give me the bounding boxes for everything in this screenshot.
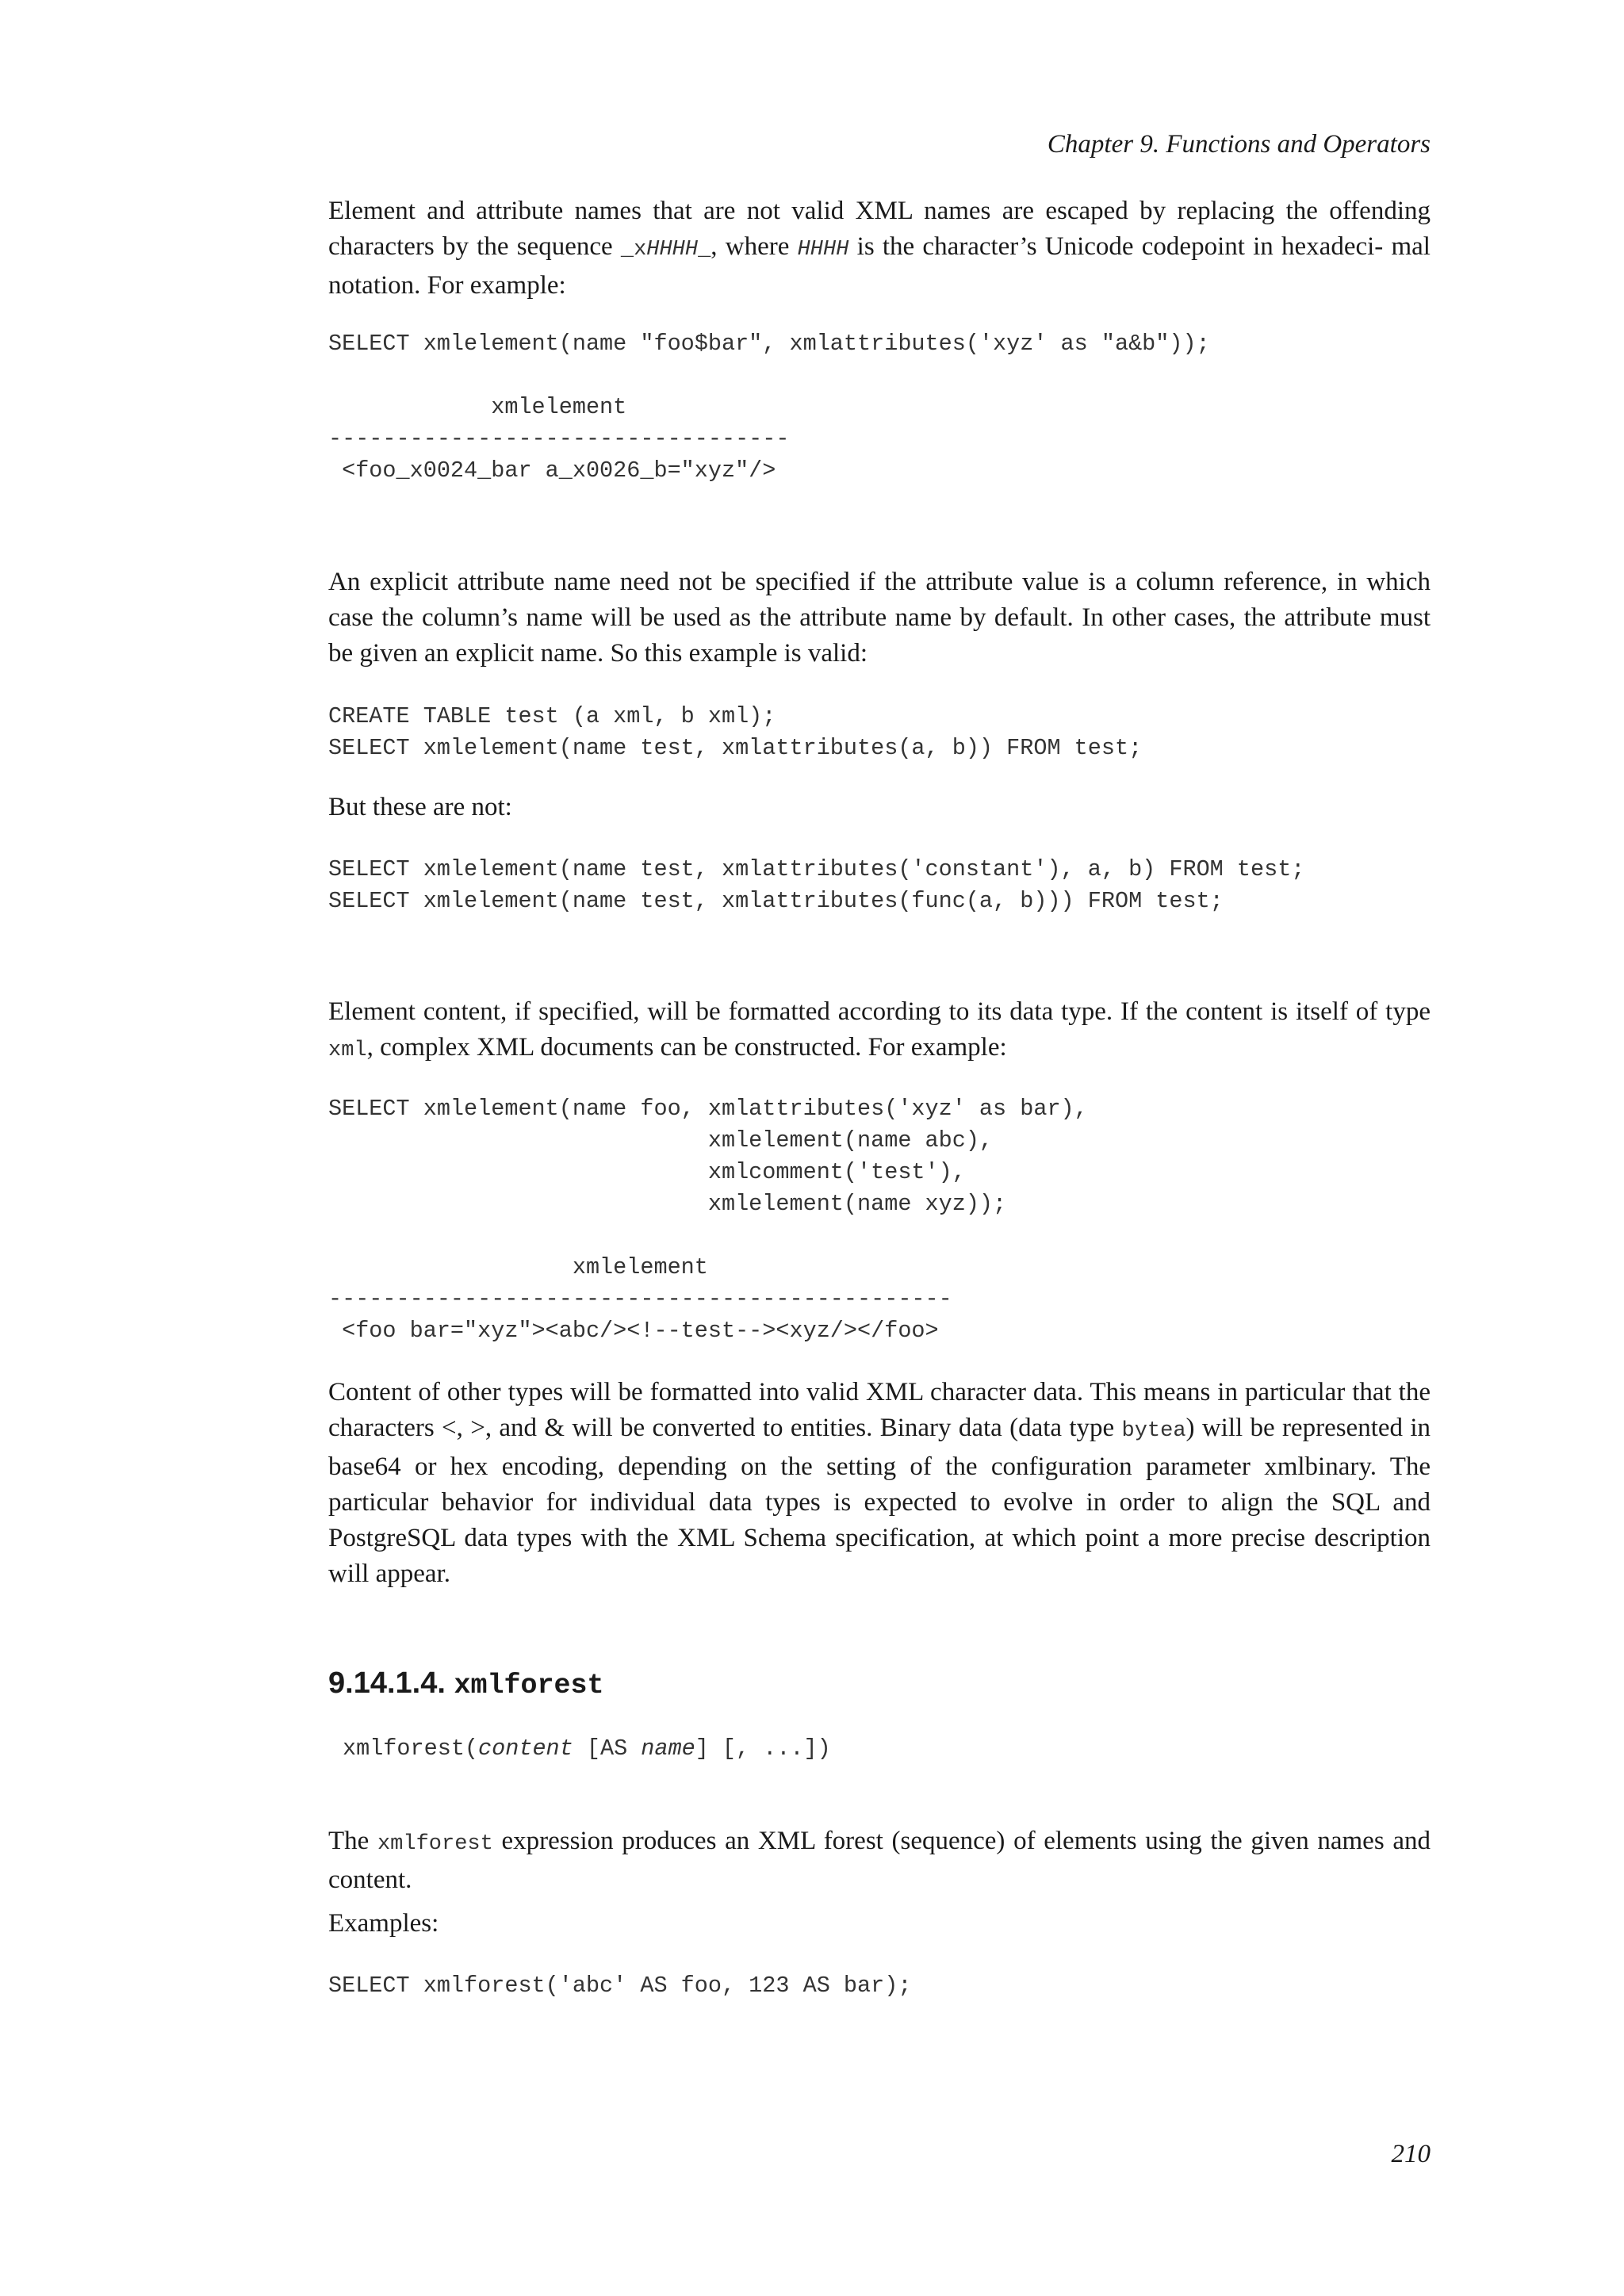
paragraph-text: , complex XML documents can be constructed. For example: [366,1033,1007,1062]
inline-code: xmlforest [377,1832,493,1856]
synopsis-part: xmlforest( [343,1735,479,1762]
section-number: 9.14.1.4. [328,1667,454,1700]
page-number: 210 [1391,2140,1431,2168]
paragraph-invalid-intro: But these are not: [328,793,512,821]
synopsis-part: ] [, ...]) [695,1735,831,1762]
code-example-xmlforest: SELECT xmlforest('abc' AS foo, 123 AS bar); [328,1973,912,1999]
inline-code: xml [328,1039,367,1062]
code-example-content: SELECT xmlelement(name foo, xmlattributes('xyz' as bar), xmlelement(name abc), xmlcomment('test'), xmlelement(name xyz)); xmlelement ---------------------------------------------- <foo bar="xyz"><abc/><!--test--><xyz/></foo> [328,1096,1088,1344]
code-example-valid: CREATE TABLE test (a xml, b xml); SELECT xmlelement(name test, xmlattributes(a, b)) FROM test; [328,703,1143,761]
paragraph-text: expression produces an XML forest (sequence) of elements using the given names and content. [328,1827,1431,1894]
code-example-escaping: SELECT xmlelement(name "foo$bar", xmlattributes('xyz' as "a&b")); xmlelement ---------------------------------- <foo_x0024_bar a_x0026_b="xyz"/> [328,331,1210,484]
inline-placeholder: HHHH [797,238,849,262]
paragraph-text: Element content, if specified, will be formatted according to its data type. If the content is itself of type [328,997,1431,1026]
paragraph-text: , where [710,232,798,261]
synopsis-part: [AS [573,1735,642,1762]
paragraph-text: The [328,1827,377,1855]
function-synopsis [343,1733,831,1765]
synopsis-placeholder: name [641,1735,695,1762]
paragraph-escaping [328,193,1431,304]
code-placeholder: HHHH [646,238,699,262]
section-name: xmlforest [454,1670,604,1701]
paragraph-examples-label: Examples: [328,1909,439,1938]
paragraph-other-types [328,1375,1431,1592]
inline-code: bytea [1121,1419,1186,1443]
paragraph-xmlforest [328,1823,1431,1898]
synopsis-placeholder: content [478,1735,573,1762]
code-suffix: _ [698,238,711,262]
paragraph-element-content [328,994,1431,1069]
paragraph-text: ) will be represented in base64 or hex encoding, depending on the setting of the configuration parameter xmlbinary. The particular behavior for individual data types is expected to evolve in order to align the SQL and PostgreSQL data types with the XML Schema specification, at which point a more precise description will appear. [328,1414,1431,1588]
paragraph-text: Element and attribute names that are not valid XML names are escaped by replacing the offending characters by the sequence [328,197,1431,261]
paragraph-attribute-names: An explicit attribute name need not be specified if the attribute value is a column reference, in which case the column’s name will be used as the attribute name by default. In other cases, the attribute must be given an explicit name. So this example is valid: [328,568,1431,668]
paragraph-text: is the character’s Unicode codepoint in hexadeci- mal notation. For example: [328,232,1431,300]
running-head: Chapter 9. Functions and Operators [1047,130,1431,159]
inline-code [621,238,710,262]
paragraph-text: Content of other types will be formatted into valid XML character data. This means in particular that the characters <, >, and & will be converted to entities. Binary data (data type [328,1378,1431,1442]
code-prefix: _x [620,238,647,262]
code-example-invalid: SELECT xmlelement(name test, xmlattributes('constant'), a, b) FROM test; SELECT xmlelement(name test, xmlattributes(func(a, b))) FROM test; [328,856,1305,914]
section-heading [328,1663,604,1705]
